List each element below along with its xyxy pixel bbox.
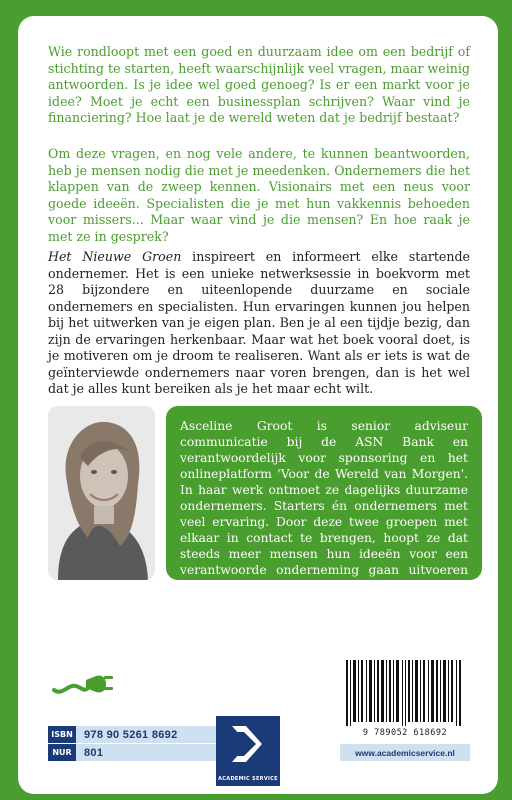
nur-label: NUR	[48, 744, 76, 761]
isbn-label: ISBN	[48, 726, 76, 743]
barcode-digits: 9 789052 618692	[362, 728, 448, 738]
isbn-value: 978 90 5261 8692	[84, 728, 178, 741]
nur-value: 801	[84, 746, 104, 759]
plug-icon	[52, 666, 114, 700]
barcode	[340, 658, 470, 738]
author-bio-text: Asceline Groot is senior adviseur communicatie bij de ASN Bank en verantwoordelijk voor sponsoring en het onlineplatform 'Voor de Wereld van Morgen'. In haar werk ontmoet ze dagelijks duurzame ondernemers. Starters én ondernemers met veel ervaring. Door deze twee groepen met elkaar in contact te brengen, hoopt ze dat steeds meer mensen hun ideeën voor een verantwoorde onderneming gaan uitvoeren en daarmee de wereld een beetje mooier maken.	[180, 419, 468, 609]
author-photo	[48, 406, 155, 580]
intro-paragraph-2: Om deze vragen, en nog vele andere, te kunnen beantwoorden, heb je mensen nodig die met je meedenken. Ondernemers die het klappen van de zweep kennen. Visionairs met een neus voor goede ideeën. Specialisten die je met hun vakkennis behoeden voor missers... Maar waar vind je die mensen? En hoe raak je met ze in gesprek?	[48, 146, 470, 244]
publisher-logo-text: ACADEMIC SERVICE	[218, 776, 278, 782]
publisher-logo	[216, 716, 280, 786]
author-bio-box	[166, 406, 482, 609]
website-row[interactable]	[340, 744, 470, 761]
intro-paragraph-1: Wie rondloopt met een goed en duurzaam idee om een bedrijf of stichting te starten, heeft waarschijnlijk veel vragen, maar weinig antwoorden. Is je idee wel goed genoeg? Is er een markt voor je idee? Moet je echt een businessplan schrijven? Waar vind je financiering? Hoe laat je de wereld weten dat je bedrijf bestaat?	[48, 44, 470, 125]
intro-paragraph-3	[48, 249, 470, 398]
isbn-row	[48, 726, 216, 743]
intro-paragraph-3-text: inspireert en informeert elke startende ondernemer. Het is een unieke netwerksessie in boekvorm met 28 bijzondere en uiteenlopende duurzame en sociale ondernemers en specialisten. Hun ervaringen kunnen jou helpen bij het uitwerken van je eigen plan. Ben je al een tijdje bezig, dan zijn de ervaringen herkenbaar. Maar wat het boek vooral doet, is je motiveren om je droom te realiseren. Want als er iets is wat de geïnterviewde ondernemers naar voren brengen, dan is het wel dat je alles kunt bereiken als je het maar echt wilt.	[48, 249, 470, 396]
arrow-icon	[216, 716, 280, 772]
nur-row	[48, 744, 216, 761]
website-link[interactable]: www.academicservice.nl	[355, 747, 455, 758]
book-title-inline: Het Nieuwe Groen	[48, 249, 182, 264]
